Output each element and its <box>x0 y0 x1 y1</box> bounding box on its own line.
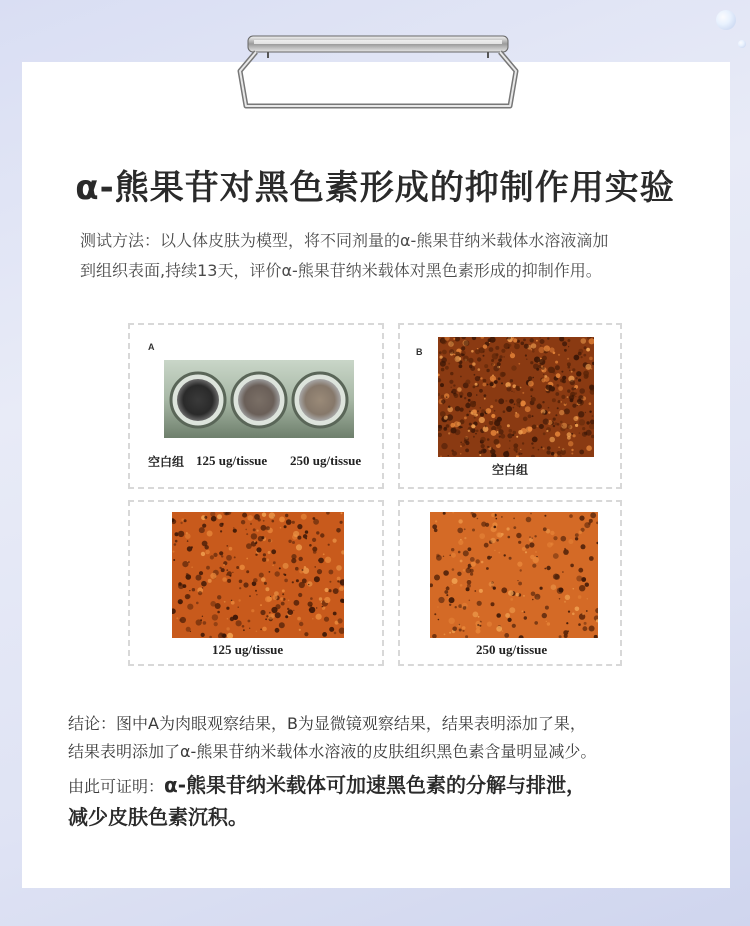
conclusion-line: 结果表明添加了α-熊果苷纳米载体水溶液的皮肤组织黑色素含量明显减少。 <box>68 742 597 761</box>
caption-250: 250 ug/tissue <box>290 453 362 468</box>
caption-250-micro: 250 ug/tissue <box>476 642 548 657</box>
test-method-line: 到组织表面,持续13天，评价α-熊果苷纳米载体对黑色素形成的抑制作用。 <box>80 261 602 280</box>
caption-blank-micro: 空白组 <box>492 463 529 477</box>
caption-125-micro: 125 ug/tissue <box>212 642 284 657</box>
micrograph-125 <box>172 512 344 638</box>
panel-b-label: B <box>416 347 423 357</box>
panel-c <box>128 500 384 666</box>
micrograph-250 <box>430 512 598 638</box>
panel-b <box>398 323 622 489</box>
proof-line: α-熊果苷纳米载体可加速黑色素的分解与排泄， <box>164 773 587 797</box>
micrograph-blank <box>438 337 594 457</box>
panel-a <box>128 323 384 489</box>
proof-statement <box>68 770 708 832</box>
caption-125: 125 ug/tissue <box>196 453 268 468</box>
test-method-line: 测试方法：以人体皮肤为模型，将不同剂量的α-熊果苷纳米载体水溶液滴加 <box>80 231 609 250</box>
bubble-decoration-icon <box>716 10 736 30</box>
proof-lead: 由此可证明： <box>68 777 165 796</box>
proof-line: 减少皮肤色素沉积。 <box>68 805 248 829</box>
well-plate-photo <box>164 360 354 438</box>
test-method <box>80 226 700 286</box>
conclusion-line: 结论：图中A为肉眼观察结果，B为显微镜观察结果，结果表明添加了果， <box>68 714 586 733</box>
panel-d <box>398 500 622 666</box>
bubble-decoration-icon <box>738 40 746 48</box>
page-title: α-熊果苷对黑色素形成的抑制作用实验 <box>75 168 675 208</box>
panel-a-label: A <box>148 342 155 352</box>
conclusion <box>68 710 698 766</box>
caption-blank-group: 空白组 <box>148 455 185 469</box>
binder-clip-icon <box>228 26 528 116</box>
